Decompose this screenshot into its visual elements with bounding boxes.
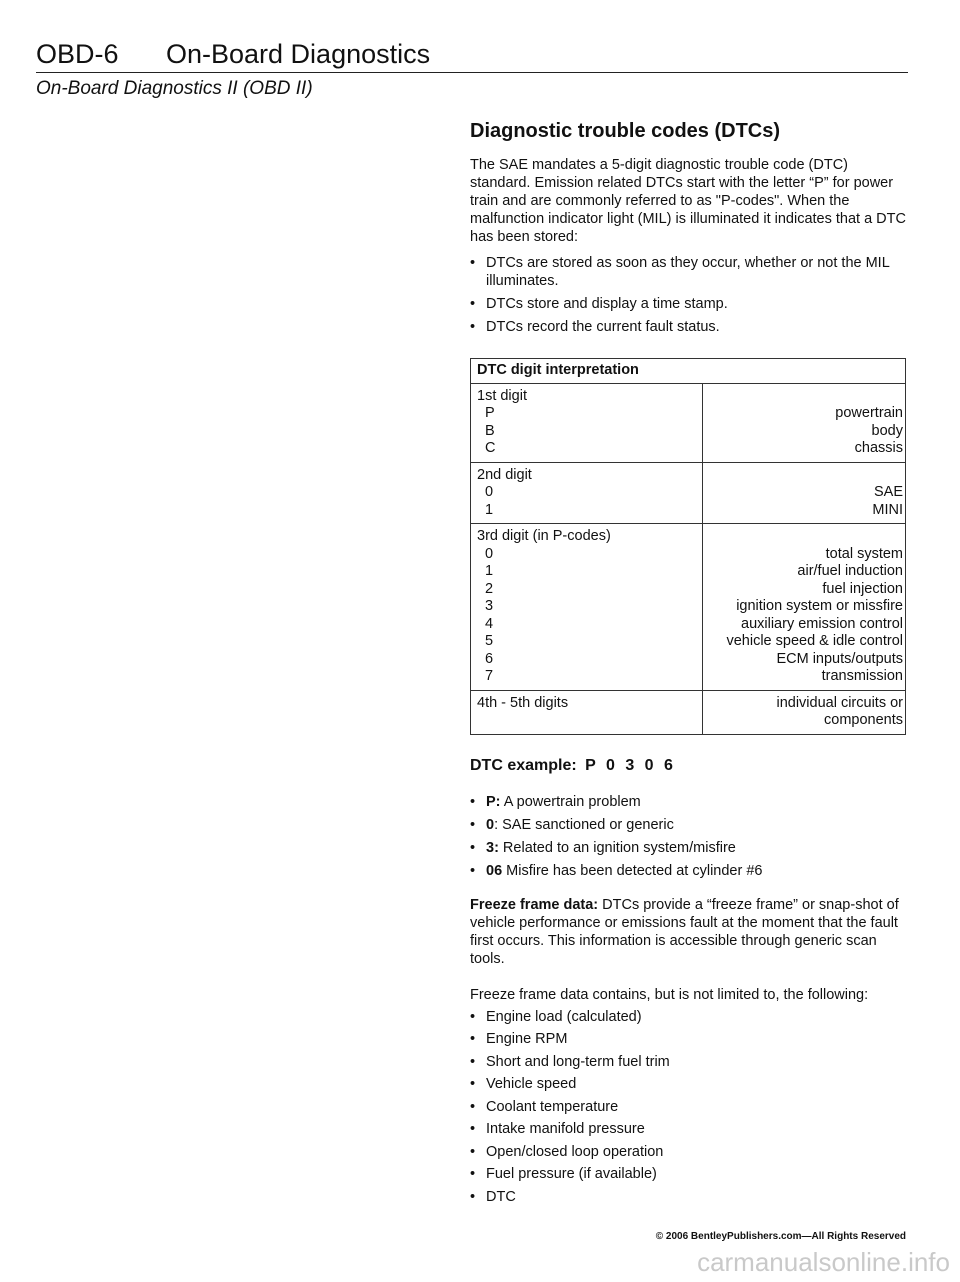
list-item <box>470 862 910 880</box>
page-title <box>36 38 908 70</box>
digit-meaning: vehicle speed & idle control <box>726 633 903 649</box>
example-key: 0 <box>486 816 495 833</box>
list-item: • Fuel pressure (if available) <box>470 1165 910 1183</box>
digit-code: 1 <box>485 563 494 579</box>
freeze-text: DTCs provide a “freeze frame” or snap-shot of vehicle performance or emissions fault at the moment that the fault first occurs. This information is accessible through generic scan tools. <box>470 896 899 967</box>
list-item: • DTCs record the current fault status. <box>470 318 910 336</box>
digit-code: 0 <box>485 484 494 500</box>
freeze-frame-paragraph <box>470 896 910 968</box>
digit-meaning: chassis <box>854 440 903 456</box>
digit-code: 0 <box>485 545 494 562</box>
digit-code: C <box>485 440 496 456</box>
digit-code: 6 <box>485 650 494 667</box>
list-item <box>470 839 910 857</box>
digit-code: 2 <box>485 580 494 597</box>
freeze-label: Freeze frame data: <box>470 896 599 913</box>
table-row <box>471 383 906 462</box>
example-text: : SAE sanctioned or generic <box>494 816 674 833</box>
list-item: • Engine RPM <box>470 1030 910 1048</box>
list-item: • Open/closed loop operation <box>470 1143 910 1161</box>
list-item: • DTC <box>470 1188 910 1206</box>
freeze-frame-list <box>470 1008 910 1206</box>
header-rule <box>36 72 908 73</box>
main-content <box>470 122 910 1210</box>
chapter-title: On-Board Diagnostics <box>166 39 431 69</box>
list-item <box>470 816 910 834</box>
group-label: 2nd digit <box>477 466 532 483</box>
digit-code: 7 <box>485 668 494 684</box>
dtc-status-list <box>470 254 910 336</box>
example-text: Misfire has been detected at cylinder #6 <box>502 862 763 879</box>
list-item: • Intake manifold pressure <box>470 1120 910 1138</box>
dtc-example-list <box>470 793 910 880</box>
digit-code: 4 <box>485 615 494 632</box>
digit-meaning: MINI <box>872 501 903 518</box>
watermark: carmanualsonline.info <box>697 1247 950 1277</box>
dtc-example-heading <box>470 757 910 775</box>
list-item: • Vehicle speed <box>470 1075 910 1093</box>
copyright-footer: © 2006 BentleyPublishers.com—All Rights Reserved <box>655 1231 906 1242</box>
table-header: DTC digit interpretation <box>471 359 906 384</box>
digit-meaning: ignition system or missfire <box>736 598 903 614</box>
digit-code: B <box>485 422 495 439</box>
dtc-digit-table <box>470 358 906 735</box>
list-item: • Engine load (calculated) <box>470 1008 910 1026</box>
example-key: 06 <box>486 862 503 879</box>
list-item <box>470 793 910 811</box>
example-key: P: <box>486 793 501 810</box>
group-label: 1st digit <box>477 387 527 404</box>
digit-meaning: auxiliary emission control <box>741 615 903 632</box>
example-key: 3: <box>486 839 499 856</box>
group-label: 4th - 5th digits <box>477 694 569 711</box>
list-item: • DTCs are stored as soon as they occur, whether or not the MIL illuminates. <box>470 254 910 290</box>
table-row <box>471 524 906 691</box>
section-title: Diagnostic trouble codes (DTCs) <box>470 120 781 142</box>
page-subtitle: On-Board Diagnostics II (OBD II) <box>36 78 313 99</box>
example-text: Related to an ignition system/misfire <box>498 839 736 856</box>
freeze-intro: Freeze frame data contains, but is not limited to, the following: <box>470 986 869 1003</box>
digit-meaning: powertrain <box>835 405 903 421</box>
example-label: DTC example: <box>470 756 577 774</box>
digit-meaning: ECM inputs/outputs <box>776 650 903 667</box>
digit-meaning: air/fuel induction <box>797 563 903 579</box>
group-label: 3rd digit (in P-codes) <box>477 528 611 544</box>
table-row <box>471 462 906 524</box>
digit-code: 5 <box>485 633 494 649</box>
example-text: A powertrain problem <box>500 793 641 810</box>
digit-meaning: individual circuits or <box>776 694 903 711</box>
table-row <box>471 690 906 734</box>
page-code: OBD-6 <box>36 39 119 69</box>
page-header <box>36 38 908 99</box>
example-code: P 0 3 0 6 <box>585 756 676 774</box>
intro-paragraph: The SAE mandates a 5-digit diagnostic trouble code (DTC) standard. Emission related DTCs start with the letter “P” for power train and are commonly referred to as "P-codes". When the malfunction indicator light (MIL) is illuminated it indicates that a DTC has been stored: <box>470 157 906 245</box>
digit-meaning: SAE <box>873 484 903 500</box>
digit-meaning: body <box>871 422 903 439</box>
digit-code: P <box>485 405 495 421</box>
digit-meaning: fuel injection <box>822 580 903 597</box>
list-item: • Short and long-term fuel trim <box>470 1053 910 1071</box>
digit-code: 3 <box>485 598 494 614</box>
digit-meaning: transmission <box>821 668 903 684</box>
digit-meaning: components <box>824 712 903 728</box>
list-item: • Coolant temperature <box>470 1098 910 1116</box>
list-item: • DTCs store and display a time stamp. <box>470 295 910 313</box>
digit-code: 1 <box>485 501 494 518</box>
digit-meaning: total system <box>825 545 903 562</box>
